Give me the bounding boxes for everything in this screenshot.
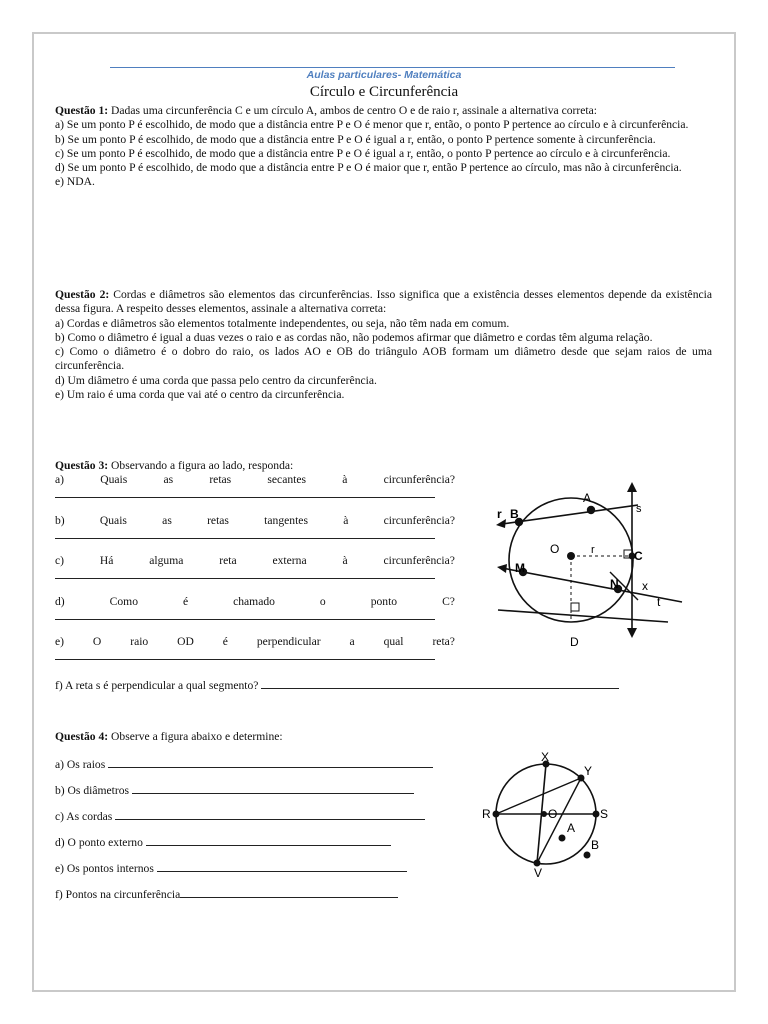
q4-heading: [55, 730, 283, 744]
page-title: Círculo e Circunferência: [309, 84, 459, 100]
question-2: [55, 288, 712, 402]
q1-option-e: e) NDA.: [55, 175, 95, 189]
q4-point-s: [593, 811, 600, 818]
q3-label-m: M: [515, 561, 525, 575]
q4-label-o: O: [548, 807, 558, 821]
q3-item-a: a) Quais as retas secantes à circunferência?: [55, 473, 455, 498]
q3-figure: [460, 480, 720, 655]
q2-intro: Cordas e diâmetros são elementos das circunferências. Isso significa que a existência desses elementos depende da existência dessa figura. A respeito desses elementos, assinale a alternativa correta:: [55, 288, 713, 316]
q4-answer-line-d[interactable]: [146, 835, 391, 846]
q2-label: Questão 2:: [55, 288, 110, 301]
q3-label-c: C: [634, 549, 643, 563]
q3-right-angle-d: [571, 603, 579, 611]
header-rule: [110, 67, 675, 68]
q4-point-a: [559, 835, 566, 842]
q3-label-a: A: [583, 491, 592, 505]
q3-item-d: d) Como é chamado o ponto C?: [55, 595, 455, 620]
q4-label: Questão 4:: [55, 730, 109, 743]
q4-figure: [474, 752, 624, 882]
q4-item-a: [55, 757, 433, 772]
q1-option-d: d) Se um ponto P é escolhido, de modo que a distância entre P e O é maior que r, então P pertence ao círculo, mas não à circunferência.: [55, 161, 682, 175]
q4-item-b: [55, 783, 414, 798]
q3-label-d: D: [570, 635, 579, 649]
q3-answer-line-d[interactable]: [55, 609, 435, 620]
q1-label: Questão 1:: [55, 104, 109, 117]
q4-answer-line-b[interactable]: [132, 783, 414, 794]
q3-arrow-left-icon: [497, 564, 507, 573]
q4-item-d-text: d) O ponto externo: [55, 836, 146, 849]
header-subtitle: Aulas particulares- Matemática: [306, 69, 462, 81]
q2-option-b: b) Como o diâmetro é igual a duas vezes o raio e as cordas não, não podemos afirmar que diâmetro e cordas têm alguma relação.: [55, 330, 653, 344]
q2-option-e: e) Um raio é uma corda que vai até o centro da circunferência.: [55, 388, 345, 402]
question-1: [55, 104, 712, 190]
q2-option-c: c) Como o diâmetro é o dobro do raio, os lados AO e OB do triângulo AOB formam um diâmetro desde que sejam raios de uma circunferência.: [55, 345, 712, 373]
q3-label-o: O: [550, 542, 560, 556]
q3-item-e: e) O raio OD é perpendicular a qual reta?: [55, 635, 455, 660]
q4-intro: Observe a figura abaixo e determine:: [108, 730, 283, 743]
q3-label: Questão 3:: [55, 459, 109, 472]
q3-answer-line-a[interactable]: [55, 487, 435, 498]
q3-label-r: r: [497, 507, 502, 521]
q3-arrow-down-icon: [627, 628, 637, 638]
q4-answer-line-e[interactable]: [157, 861, 407, 872]
q4-point-o: [541, 811, 547, 817]
q3-point-a: [587, 506, 595, 514]
q4-answer-line-a[interactable]: [108, 757, 433, 768]
q3-label-radius: r: [591, 544, 595, 556]
q4-label-b: B: [591, 838, 600, 852]
q3-heading: [55, 459, 293, 473]
q1-intro: Dadas uma circunferência C e um círculo A, ambos de centro O e de raio r, assinale a alternativa correta:: [108, 104, 597, 117]
q3-answer-line-b[interactable]: [55, 528, 435, 539]
q1-option-b: b) Se um ponto P é escolhido, de modo que a distância entre P e O é igual a r, então, o ponto P pertence somente à circunferência.: [55, 132, 656, 146]
q4-item-f: [55, 887, 398, 902]
q4-item-c-text: c) As cordas: [55, 810, 116, 823]
q3-answer-line-e[interactable]: [55, 649, 435, 660]
q4-answer-line-f[interactable]: [180, 887, 398, 898]
q4-item-b-text: b) Os diâmetros: [55, 784, 132, 797]
q3-label-t: t: [657, 595, 661, 609]
q4-label-s: S: [600, 807, 609, 821]
q4-item-e-text: e) Os pontos internos: [55, 862, 157, 875]
q4-label-a: A: [567, 821, 576, 835]
q4-chord-ry: [496, 778, 581, 814]
q4-label-r: R: [482, 807, 491, 821]
q4-point-r: [493, 811, 500, 818]
q4-label-x: X: [541, 752, 550, 764]
q3-item-f: [55, 678, 715, 693]
q3-item-b: b) Quais as retas tangentes à circunferência?: [55, 514, 455, 539]
q3-answer-line-c[interactable]: [55, 568, 435, 579]
q3-point-o: [567, 552, 575, 560]
q3-intro: Observando a figura ao lado, responda:: [108, 459, 294, 472]
q3-label-s: s: [636, 503, 642, 515]
q4-item-e: [55, 861, 407, 876]
q3-item-c: c) Há alguma reta externa à circunferência?: [55, 554, 455, 579]
q4-item-d: [55, 835, 391, 850]
q4-item-f-text: f) Pontos na circunferência: [55, 888, 181, 901]
q4-item-c: [55, 809, 425, 824]
q4-answer-line-c[interactable]: [115, 809, 425, 820]
q2-option-d: d) Um diâmetro é uma corda que passa pelo centro da circunferência.: [55, 373, 377, 387]
q4-label-y: Y: [584, 764, 593, 778]
q2-option-a: a) Cordas e diâmetros são elementos totalmente independentes, ou seja, não têm nada em comum.: [55, 316, 510, 330]
q3-label-x: x: [642, 579, 648, 593]
q3-arrow-up-icon: [627, 482, 637, 492]
q3-label-n: N: [610, 577, 619, 591]
q1-option-c: c) Se um ponto P é escolhido, de modo que a distância entre P e O é igual a r, então, o ponto P pertence ao círculo e à circunferência.: [55, 146, 671, 160]
q4-item-a-text: a) Os raios: [55, 758, 109, 771]
q1-option-a: a) Se um ponto P é escolhido, de modo que a distância entre P e O é menor que r, então, o ponto P pertence ao círculo e à circunferência.: [55, 118, 689, 132]
q3-line-t: [502, 568, 682, 602]
q3-label-b: B: [510, 507, 519, 521]
q4-point-b: [584, 852, 591, 859]
q4-label-v: V: [534, 866, 543, 880]
q3-answer-line-f[interactable]: [261, 678, 619, 689]
q3-item-f-text: f) A reta s é perpendicular a qual segmento?: [55, 679, 259, 692]
